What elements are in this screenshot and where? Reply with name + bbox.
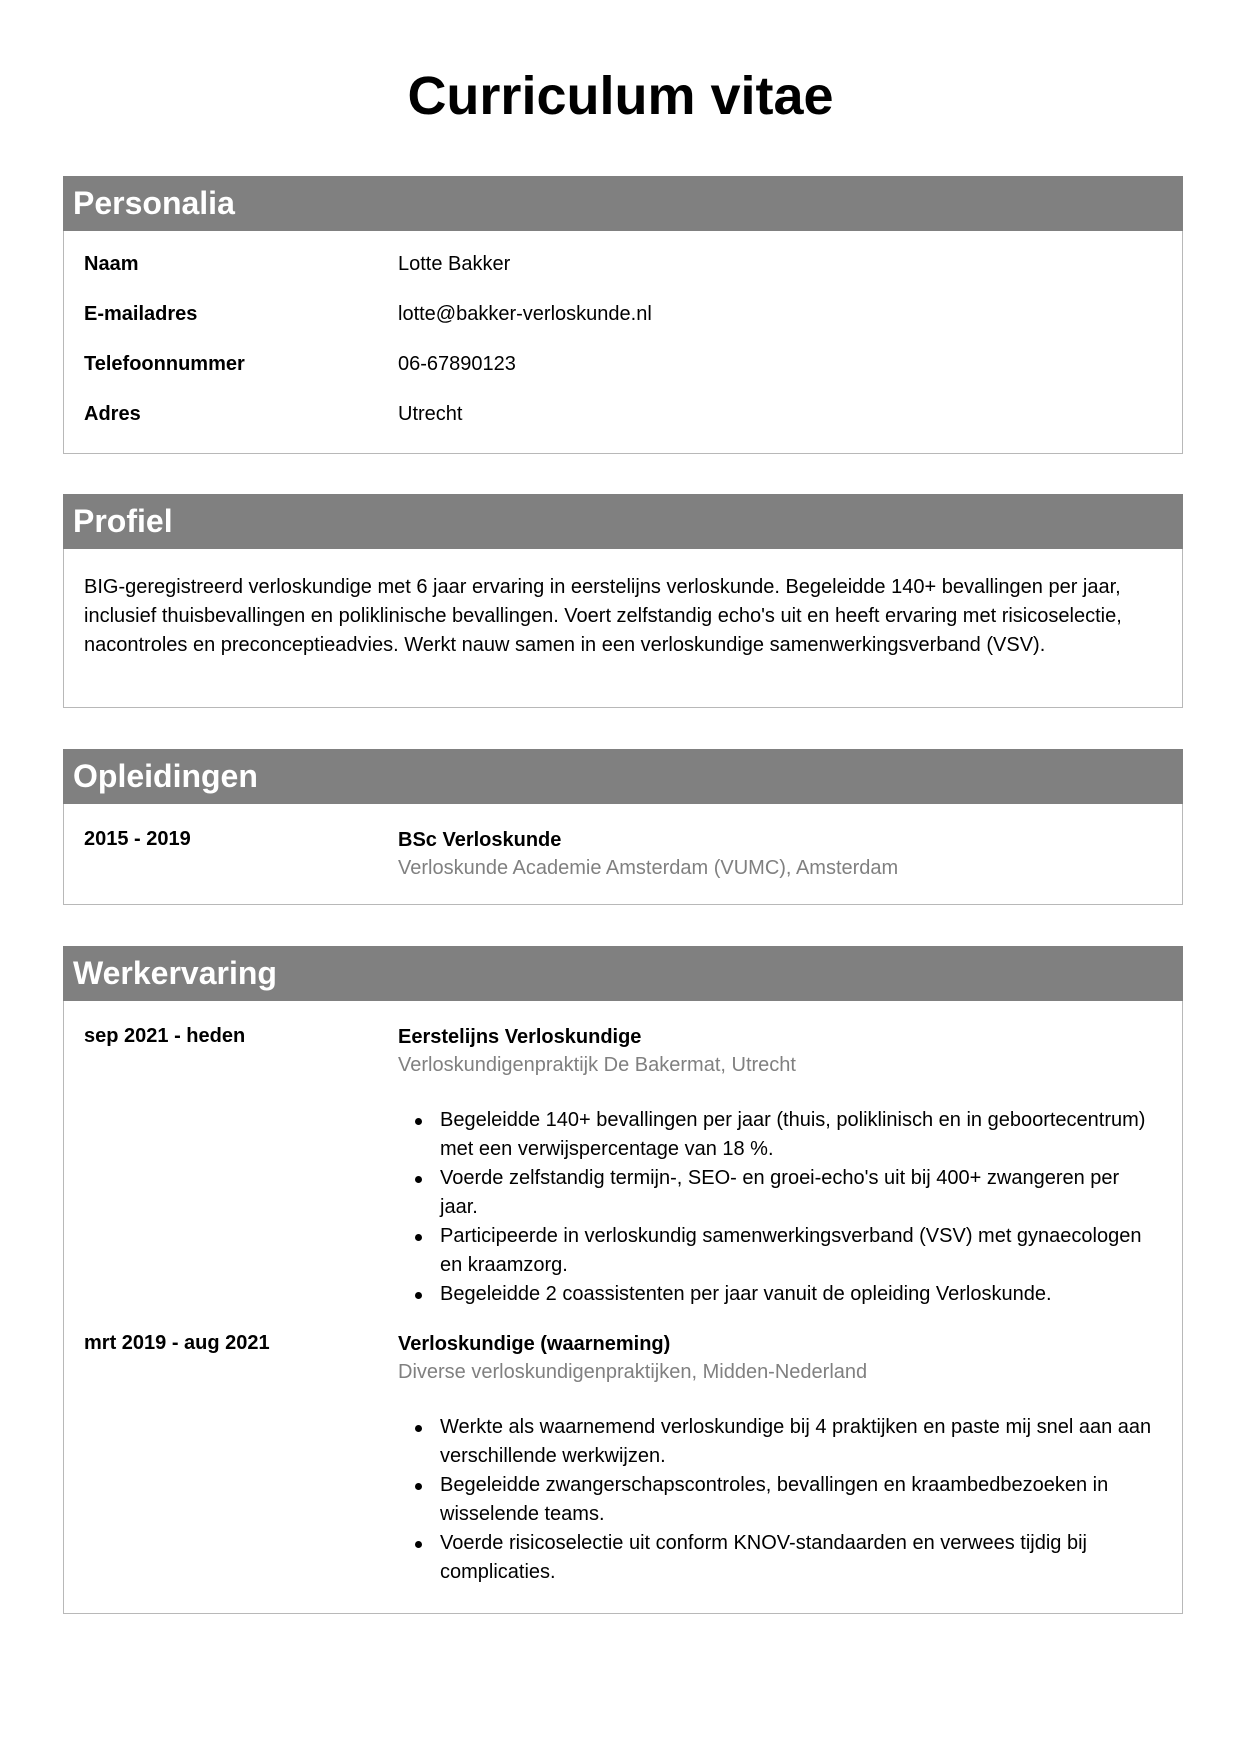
bullet-icon [415,1118,422,1125]
education-period: 2015 - 2019 [84,828,191,850]
work-period: mrt 2019 - aug 2021 [84,1332,270,1354]
work-bullet [398,1413,1162,1471]
bullet-icon [415,1292,422,1299]
section-opleidingen [63,749,1183,905]
section-personalia [63,176,1183,454]
work-bullet [398,1106,1162,1164]
work-bullet-text: Voerde risicoselectie uit conform KNOV-standaarden en verwees tijdig bij complicaties. [440,1532,1087,1583]
bullet-icon [415,1425,422,1432]
section-heading-opleidingen: Opleidingen [63,749,1183,804]
work-title: Eerstelijns Verloskundige [398,1026,642,1048]
work-period: sep 2021 - heden [84,1025,246,1047]
work-title: Verloskundige (waarneming) [398,1333,671,1355]
education-title: BSc Verloskunde [398,829,562,851]
section-heading-personalia: Personalia [63,176,1183,231]
personalia-value: Utrecht [398,403,463,425]
personalia-row-telefoon [84,351,1162,401]
education-entry [84,826,1162,883]
personalia-value: Lotte Bakker [398,253,511,275]
work-bullet-text: Begeleidde 2 coassistenten per jaar vanuit de opleiding Verloskunde. [440,1283,1052,1305]
work-bullet-text: Begeleidde zwangerschapscontroles, bevallingen en kraambedbezoeken in wisselende teams. [440,1474,1109,1525]
profile-text: BIG-geregistreerd verloskundige met 6 jaar ervaring in eerstelijns verloskunde. Begeleidde 140+ bevallingen per jaar, inclusief thuisbevallingen en poliklinische bevallingen. Voert zelfstandig echo's uit en heeft ervaring met risicoselectie, nacontroles en preconceptieadvies. Werkt nauw samen in een verloskundige samenwerkingsverband (VSV). [84,576,1122,656]
work-bullet [398,1164,1162,1222]
page-title: Curriculum vitae [407,66,834,126]
personalia-row-naam [84,251,1162,301]
section-heading-werkervaring: Werkervaring [63,946,1183,1001]
work-bullet-list [398,1106,1162,1309]
work-bullet [398,1222,1162,1280]
work-bullet [398,1529,1162,1587]
section-heading-profiel: Profiel [63,494,1183,549]
bullet-icon [415,1483,422,1490]
work-bullet-text: Voerde zelfstandig termijn-, SEO- en groei-echo's uit bij 400+ zwangeren per jaar. [440,1167,1120,1218]
bullet-icon [415,1234,422,1241]
work-employer: Verloskundigenpraktijk De Bakermat, Utrecht [398,1054,796,1076]
work-bullet [398,1471,1162,1529]
personalia-label: E-mailadres [84,303,198,325]
work-bullet-text: Werkte als waarnemend verloskundige bij 4 praktijken en paste mij snel aan aan verschillende werkwijzen. [440,1416,1152,1467]
work-entry [84,1330,1162,1587]
personalia-row-adres [84,401,1162,451]
section-profiel [63,494,1183,708]
personalia-label: Adres [84,403,141,425]
section-werkervaring [63,946,1183,1614]
work-bullet-text: Begeleidde 140+ bevallingen per jaar (thuis, poliklinisch en in geboortecentrum) met een verwijspercentage van 18 %. [440,1109,1146,1160]
bullet-icon [415,1176,422,1183]
work-employer: Diverse verloskundigenpraktijken, Midden-Nederland [398,1361,868,1383]
bullet-icon [415,1541,422,1548]
personalia-label: Naam [84,253,139,275]
work-bullet-text: Participeerde in verloskundig samenwerkingsverband (VSV) met gynaecologen en kraamzorg. [440,1225,1142,1276]
work-entry [84,1023,1162,1309]
personalia-value: 06-67890123 [398,353,516,375]
personalia-value: lotte@bakker-verloskunde.nl [398,303,652,325]
work-bullet-list [398,1413,1162,1587]
work-bullet [398,1280,1162,1309]
personalia-row-email [84,301,1162,351]
education-institution: Verloskunde Academie Amsterdam (VUMC), Amsterdam [398,857,899,879]
personalia-label: Telefoonnummer [84,353,245,375]
